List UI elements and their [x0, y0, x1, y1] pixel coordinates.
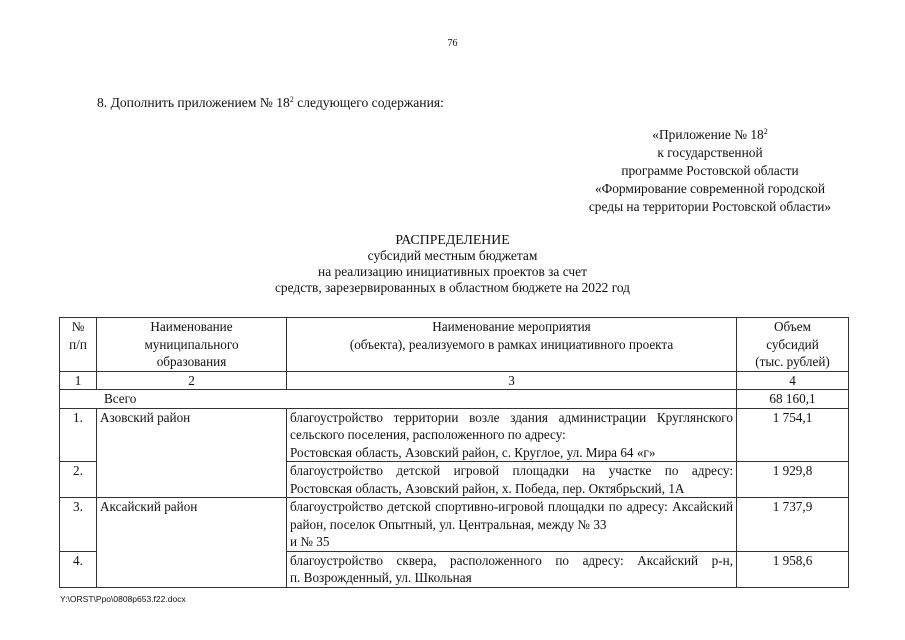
header-num: № п/п [60, 318, 97, 372]
row-event [287, 498, 737, 552]
total-label: Всего [60, 390, 737, 409]
row-event-main: благоустройство территории возле здания администрации Круглянского сельского поселения, расположенного по адресу: [290, 409, 733, 442]
row-municipality: Аксайский район [97, 498, 287, 588]
row-event-last: и № 35 [290, 534, 330, 549]
row-event [287, 408, 737, 462]
row-event-last: п. Возрожденный, ул. Школьная [290, 570, 472, 585]
title-line-3: на реализацию инициативных проектов за счет [318, 264, 587, 279]
page-number: 76 [447, 38, 458, 49]
row-event-main: благоустройство сквера, расположенного по адресу: Аксайский р-н, [290, 552, 733, 568]
title-line-2: субсидий местным бюджетам [367, 248, 538, 263]
title-line-4: средств, зарезервированных в областном бюджете на 2022 год [274, 280, 630, 295]
column-number-cell: 2 [97, 371, 287, 390]
row-amount: 1 737,9 [737, 498, 849, 552]
footer-file-path: Y:\ORST\Ppo\0808p653.f22.docx [60, 594, 186, 604]
row-num: 1. [60, 408, 97, 462]
amendment-text-before: 8. Дополнить приложением № 18 [97, 95, 290, 110]
amendment-superscript: 2 [289, 95, 294, 104]
appendix-line-4: «Формирование современной городской [594, 181, 826, 196]
row-event [287, 462, 737, 498]
row-event-main: благоустройство детской спортивно-игровой площадки по адресу: Аксайский район, поселок Опытный, ул. Центральная, между № 33 [290, 499, 733, 532]
column-number-cell: 3 [287, 371, 737, 390]
table-row [60, 498, 849, 552]
row-num: 2. [60, 462, 97, 498]
header-amount: Объем субсидий (тыс. рублей) [737, 318, 849, 372]
column-number-row [60, 371, 849, 390]
row-event-last: Ростовская область, Азовский район, х. Победа, пер. Октябрьский, 1А [290, 480, 685, 496]
row-amount: 1 754,1 [737, 408, 849, 462]
distribution-table [59, 317, 849, 588]
appendix-line-3: программе Ростовской области [621, 163, 799, 178]
table-header-row [60, 318, 849, 372]
table-row [60, 408, 849, 462]
column-number-cell: 4 [737, 371, 849, 390]
row-amount: 1 958,6 [737, 551, 849, 587]
appendix-superscript: 2 [763, 127, 768, 136]
row-event [287, 551, 737, 587]
row-num: 4. [60, 551, 97, 587]
appendix-line-5: среды на территории Ростовской области» [588, 199, 832, 214]
row-municipality: Азовский район [97, 408, 287, 498]
appendix-line-1: «Приложение № $18^2$ [652, 127, 768, 142]
amendment-item [97, 95, 444, 111]
total-amount: 68 160,1 [737, 390, 849, 409]
header-municipality: Наименование муниципального образования [97, 318, 287, 372]
total-row [60, 390, 849, 409]
appendix-line-2: к государственной [657, 145, 763, 160]
row-amount: 1 929,8 [737, 462, 849, 498]
column-number-cell: 1 [60, 371, 97, 390]
appendix-header [560, 126, 860, 216]
row-num: 3. [60, 498, 97, 552]
row-event-main: благоустройство детской игровой площадки на участке по адресу: [290, 463, 733, 478]
header-event: Наименование мероприятия (объекта), реализуемого в рамках инициативного проекта [287, 318, 737, 372]
title-main: РАСПРЕДЕЛЕНИЕ [395, 232, 510, 247]
row-event-last: Ростовская область, Азовский район, с. Круглое, ул. Мира 64 «г» [290, 444, 656, 460]
amendment-text-after: следующего содержания: [293, 95, 444, 110]
document-title [0, 232, 905, 296]
